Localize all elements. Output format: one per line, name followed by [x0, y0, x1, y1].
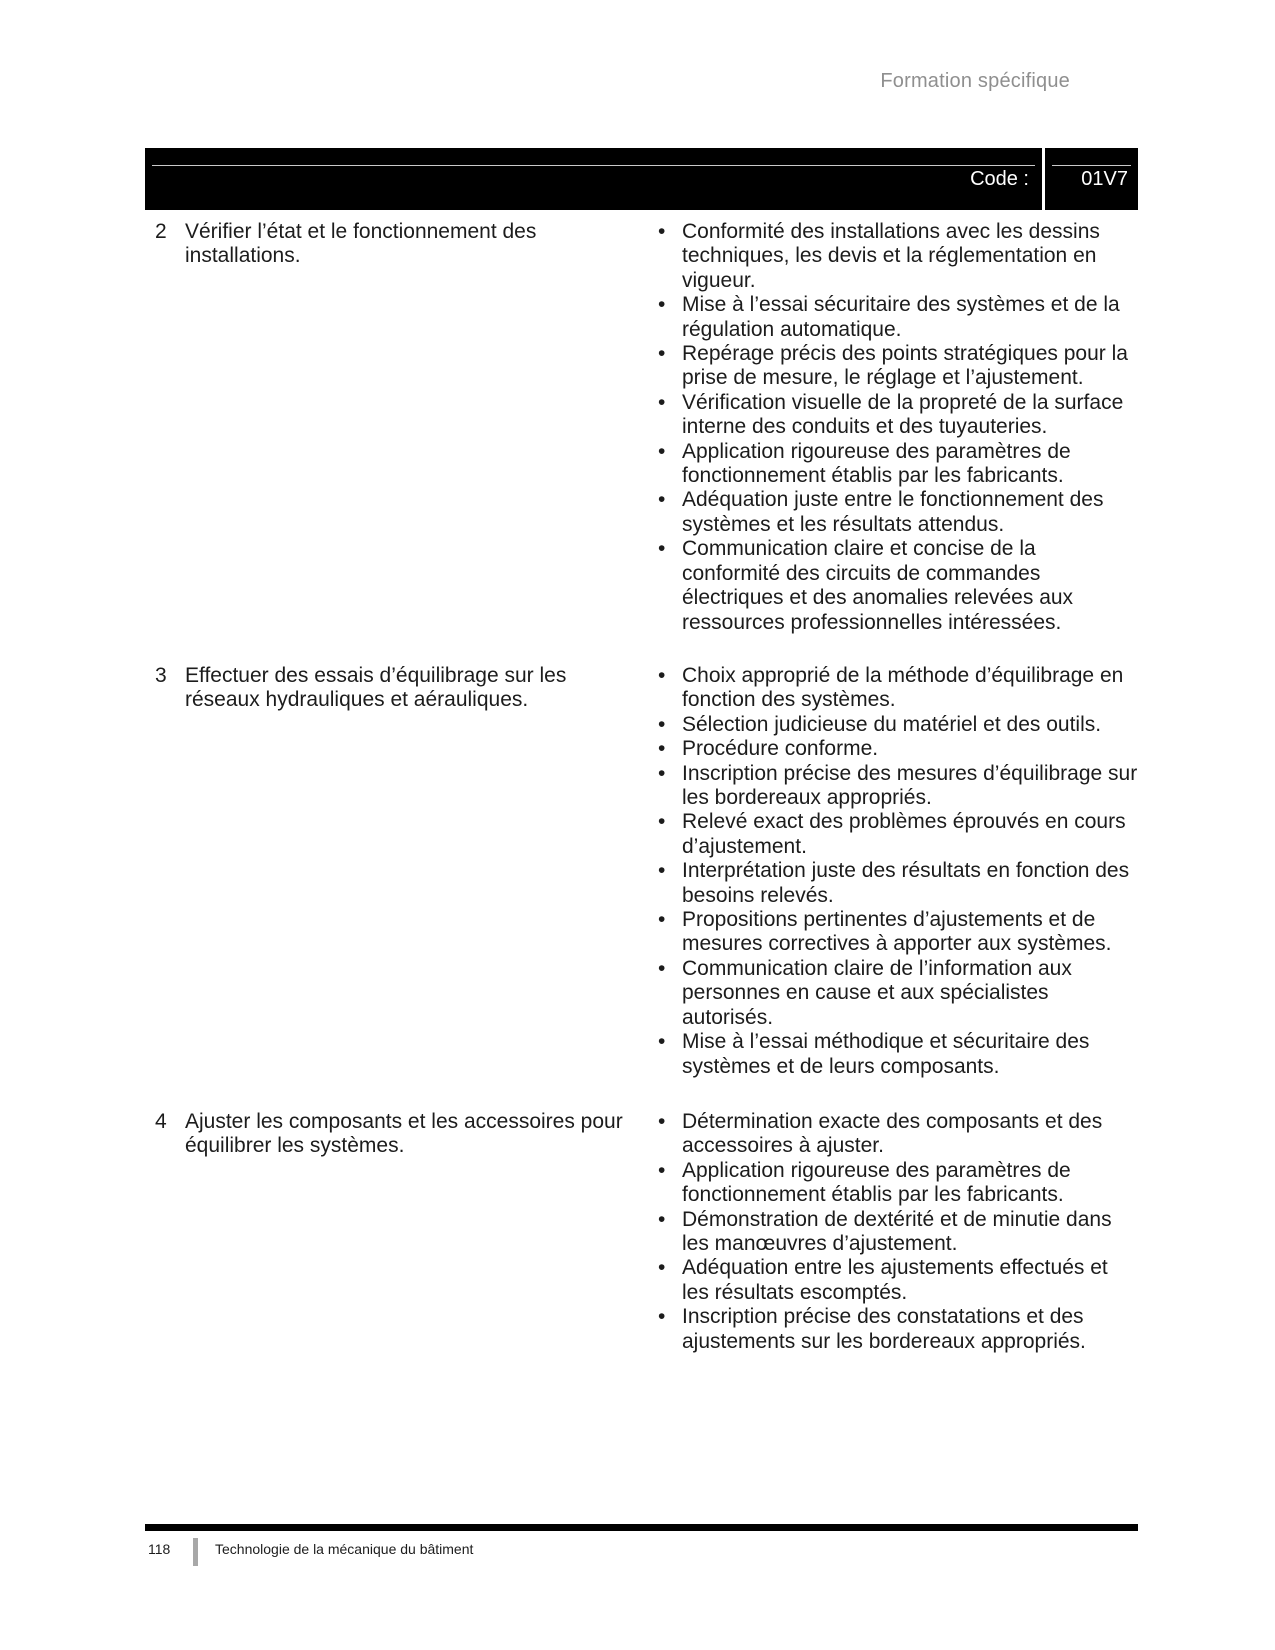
- criterion-item: • Communication claire de l’information aux personnes en cause et aux spécialistes autorisés.: [652, 957, 1138, 1030]
- footer-rule: [145, 1524, 1138, 1531]
- objective: [155, 1110, 630, 1354]
- objective-row: [155, 664, 1138, 1079]
- code-value-cell: [1045, 148, 1138, 210]
- criterion-item: • Repérage précis des points stratégiques pour la prise de mesure, le réglage et l’ajustement.: [652, 342, 1138, 391]
- criterion-item: • Détermination exacte des composants et des accessoires à ajuster.: [652, 1110, 1138, 1159]
- criterion-item: • Application rigoureuse des paramètres de fonctionnement établis par les fabricants.: [652, 440, 1138, 489]
- code-bar: [145, 148, 1138, 210]
- code-bar-rule: [1052, 165, 1131, 166]
- footer-divider: [193, 1538, 198, 1566]
- objective-number: 3: [155, 664, 167, 687]
- objective-text: Vérifier l’état et le fonctionnement des installations.: [185, 220, 537, 268]
- criterion-item: • Procédure conforme.: [652, 737, 1138, 761]
- criterion-item: • Interprétation juste des résultats en fonction des besoins relevés.: [652, 859, 1138, 908]
- criterion-item: • Démonstration de dextérité et de minutie dans les manœuvres d’ajustement.: [652, 1208, 1138, 1257]
- criterion-item: • Communication claire et concise de la conformité des circuits de commandes électriques et des anomalies relevées aux ressources professionnelles intéressées.: [652, 537, 1138, 635]
- criteria-list: [652, 664, 1138, 1079]
- criterion-item: • Adéquation juste entre le fonctionnement des systèmes et les résultats attendus.: [652, 488, 1138, 537]
- objective-number: 4: [155, 1110, 167, 1133]
- criterion-item: • Inscription précise des mesures d’équilibrage sur les bordereaux appropriés.: [652, 762, 1138, 811]
- document-title: Technologie de la mécanique du bâtiment: [215, 1541, 474, 1557]
- criterion-item: • Application rigoureuse des paramètres de fonctionnement établis par les fabricants.: [652, 1159, 1138, 1208]
- criterion-item: • Relevé exact des problèmes éprouvés en cours d’ajustement.: [652, 810, 1138, 859]
- criteria-list: [652, 220, 1138, 635]
- objective: [155, 220, 630, 635]
- objective: [155, 664, 630, 1079]
- page-number: 118: [148, 1541, 171, 1557]
- criterion-item: • Choix approprié de la méthode d’équilibrage en fonction des systèmes.: [652, 664, 1138, 713]
- running-head: Formation spécifique: [880, 70, 1070, 92]
- objective-text: Ajuster les composants et les accessoires pour équilibrer les systèmes.: [185, 1110, 623, 1158]
- objective-number: 2: [155, 220, 167, 243]
- code-label-cell: [145, 148, 1042, 210]
- criterion-item: • Mise à l’essai sécuritaire des systèmes et de la régulation automatique.: [652, 293, 1138, 342]
- criterion-item: • Propositions pertinentes d’ajustements et de mesures correctives à apporter aux systèmes.: [652, 908, 1138, 957]
- criterion-item: • Mise à l’essai méthodique et sécuritaire des systèmes et de leurs composants.: [652, 1030, 1138, 1079]
- criterion-item: • Sélection judicieuse du matériel et des outils.: [652, 713, 1138, 737]
- code-value: 01V7: [1081, 167, 1128, 190]
- code-label: Code :: [970, 167, 1029, 190]
- objective-text: Effectuer des essais d’équilibrage sur les réseaux hydrauliques et aérauliques.: [185, 664, 567, 712]
- criterion-item: • Conformité des installations avec les dessins techniques, les devis et la réglementation en vigueur.: [652, 220, 1138, 293]
- criterion-item: • Inscription précise des constatations et des ajustements sur les bordereaux appropriés.: [652, 1305, 1138, 1354]
- criterion-item: • Vérification visuelle de la propreté de la surface interne des conduits et des tuyauteries.: [652, 391, 1138, 440]
- criteria-list: [652, 1110, 1138, 1354]
- objective-row: [155, 220, 1138, 635]
- criterion-item: • Adéquation entre les ajustements effectués et les résultats escomptés.: [652, 1256, 1138, 1305]
- objective-row: [155, 1110, 1138, 1354]
- code-bar-rule: [152, 165, 1035, 166]
